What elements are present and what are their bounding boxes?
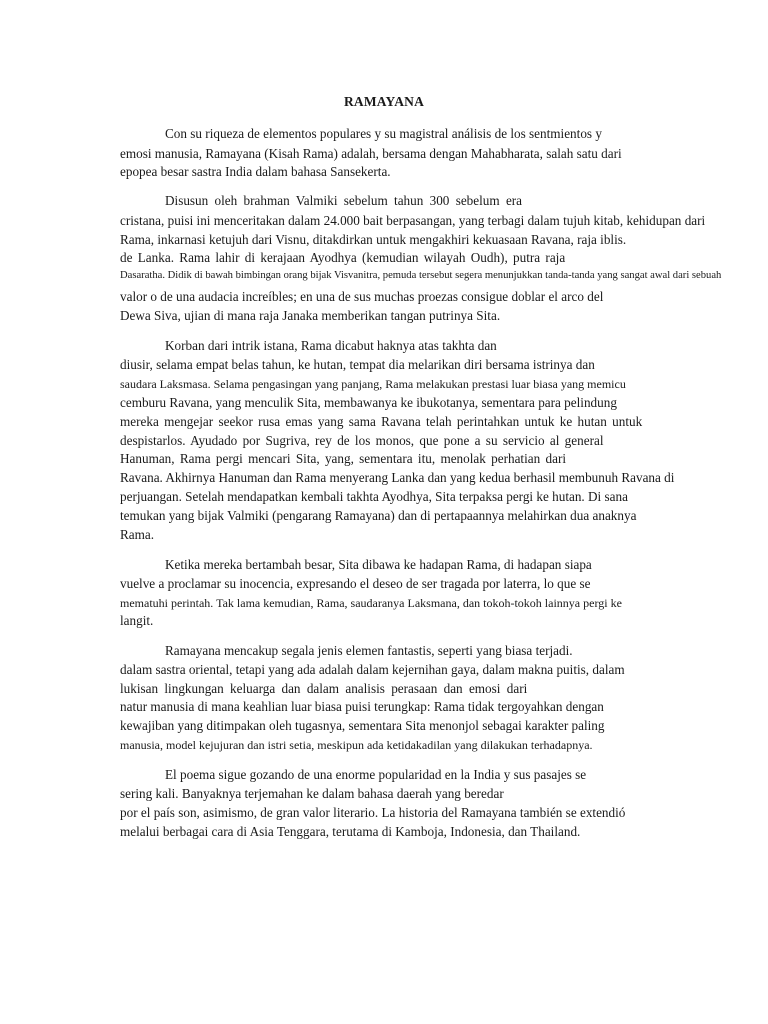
- text-line: kewajiban yang ditimpakan oleh tugasnya, sementara Sita menonjol sebagai karakter paling: [120, 718, 605, 733]
- text-line: mematuhi perintah. Tak lama kemudian, Rama, saudaranya Laksmana, dan tokoh-tokoh lainnya pergi ke: [120, 596, 622, 610]
- text-line: despistarlos. Ayudado por Sugriva, rey de los monos, que pone a su servicio al general: [120, 433, 604, 448]
- text-line: Hanuman, Rama pergi mencari Sita, yang, sementara itu, menolak perhatian dari: [120, 451, 567, 466]
- text-line: cemburu Ravana, yang menculik Sita, membawanya ke ibukotanya, sementara para pelindung: [120, 395, 617, 410]
- text-line: Ramayana mencakup segala jenis elemen fantastis, seperti yang biasa terjadi.: [165, 643, 573, 658]
- text-line: Dasaratha. Didik di bawah bimbingan orang bijak Visvanitra, pemuda tersebut segera menunjukkan tanda-tanda yang sangat awal dari sebuah: [120, 270, 722, 281]
- text-line: valor o de una audacia increíbles; en una de sus muchas proezas consigue doblar el arco del: [120, 289, 604, 304]
- text-line: dalam sastra oriental, tetapi yang ada adalah dalam kejernihan gaya, dalam makna puitis, dalam: [120, 662, 625, 677]
- text-line: epopea besar sastra India dalam bahasa Sansekerta.: [120, 164, 391, 179]
- text-line: lukisan lingkungan keluarga dan dalam analisis perasaan dan emosi dari: [120, 681, 528, 696]
- text-line: saudara Laksmasa. Selama pengasingan yang panjang, Rama melakukan prestasi luar biasa yang memicu: [120, 377, 626, 391]
- text-line: cristana, puisi ini menceritakan dalam 24.000 bait berpasangan, yang terbagi dalam tujuh kitab, kehidupan dari: [120, 213, 706, 228]
- text-line: Disusun oleh brahman Valmiki sebelum tahun 300 sebelum era: [165, 193, 523, 208]
- text-line: sering kali. Banyaknya terjemahan ke dalam bahasa daerah yang beredar: [120, 786, 504, 801]
- text-line: Rama.: [120, 527, 155, 542]
- document-title: RAMAYANA: [343, 94, 425, 109]
- text-line: perjuangan. Setelah mendapatkan kembali takhta Ayodhya, Sita terpaksa pergi ke hutan. Di sana: [120, 489, 628, 504]
- text-line: diusir, selama empat belas tahun, ke hutan, tempat dia melarikan diri bersama istrinya dan: [120, 357, 595, 372]
- text-line: langit.: [120, 613, 154, 628]
- text-line: manusia, model kejujuran dan istri setia, meskipun ada ketidakadilan yang dilakukan terhadapnya.: [120, 738, 593, 752]
- text-line: El poema sigue gozando de una enorme popularidad en la India y sus pasajes se: [165, 767, 587, 782]
- text-line: Rama, inkarnasi ketujuh dari Visnu, ditakdirkan untuk mengakhiri kekuasaan Ravana, raja iblis.: [120, 232, 627, 247]
- text-line: Con su riqueza de elementos populares y su magistral análisis de los sentmientos y: [165, 126, 602, 141]
- text-line: emosi manusia, Ramayana (Kisah Rama) adalah, bersama dengan Mahabharata, salah satu dari: [120, 146, 622, 161]
- text-line: de Lanka. Rama lahir di kerajaan Ayodhya (kemudian wilayah Oudh), putra raja: [120, 250, 566, 265]
- text-line: Ravana. Akhirnya Hanuman dan Rama menyerang Lanka dan yang kedua berhasil membunuh Ravana di: [120, 470, 675, 485]
- text-line: melalui berbagai cara di Asia Tenggara, terutama di Kamboja, Indonesia, dan Thailand.: [120, 824, 581, 839]
- text-line: por el país son, asimismo, de gran valor literario. La historia del Ramayana también se extendió: [120, 805, 626, 820]
- text-line: temukan yang bijak Valmiki (pengarang Ramayana) dan di pertapaannya melahirkan dua anaknya: [120, 508, 637, 523]
- text-line: Korban dari intrik istana, Rama dicabut haknya atas takhta dan: [165, 338, 497, 353]
- text-line: Ketika mereka bertambah besar, Sita dibawa ke hadapan Rama, di hadapan siapa: [165, 557, 592, 572]
- text-line: Dewa Siva, ujian di mana raja Janaka memberikan tangan putrinya Sita.: [120, 308, 501, 323]
- text-line: mereka mengejar seekor rusa emas yang sama Ravana telah perintahkan untuk ke hutan untuk: [120, 414, 643, 429]
- text-line: vuelve a proclamar su inocencia, expresando el deseo de ser tragada por laterra, lo que se: [120, 576, 591, 591]
- text-line: natur manusia di mana keahlian luar biasa puisi terungkap: Rama tidak tergoyahkan dengan: [120, 699, 604, 714]
